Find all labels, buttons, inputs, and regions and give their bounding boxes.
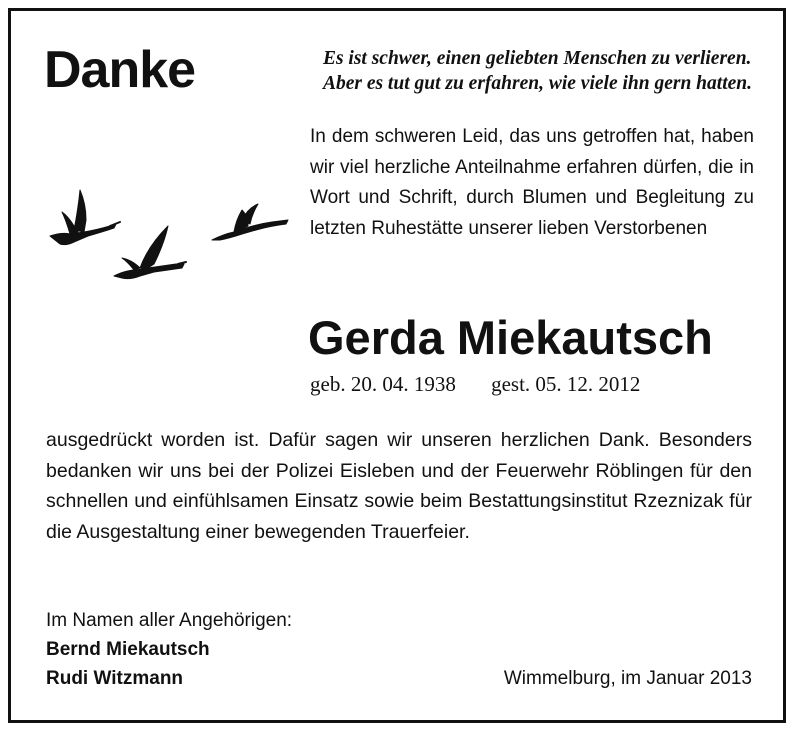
quote-line-2: Aber es tut gut zu erfahren, wie viele ihn gern hatten. <box>322 73 752 94</box>
bird-icon <box>50 190 120 245</box>
body-text: ausgedrückt worden ist. Dafür sagen wir unseren herzlichen Dank. Besonders bedanken wir uns bei der Polizei Eisleben und der Feuerwehr Röblingen für den schnellen und einfühlsamen Einsatz sowie beim Bestattungsinstitut Rzeznizak für die Ausgestaltung einer bewegenden Trauerfeier. <box>46 429 752 543</box>
flying-birds-icon <box>44 180 294 284</box>
place-date: Wimmelburg, im Januar 2013 <box>503 668 752 689</box>
death-date: gest. 05. 12. 2012 <box>491 372 641 396</box>
closing-intro: Im Namen aller Angehörigen: <box>46 610 293 631</box>
heading-danke: Danke <box>44 41 196 99</box>
intro-text: In dem schweren Leid, das uns getroffen hat, haben wir viel herzliche Anteilnahme erfahren dürfen, die in Wort und Schrift, durch Blumen und Begleitung zu letzten Ruhestätte unserer lieben Verstorbenen <box>310 126 754 239</box>
signer-name: Rudi Witzmann <box>46 668 184 689</box>
birth-date: geb. 20. 04. 1938 <box>310 372 456 396</box>
bird-icon <box>212 204 288 240</box>
bird-icon <box>114 226 186 279</box>
life-dates <box>310 370 640 398</box>
signer-name: Bernd Miekautsch <box>46 639 210 660</box>
deceased-name: Gerda Miekautsch <box>308 311 713 364</box>
quote-line-1: Es ist schwer, einen geliebten Menschen zu verlieren. <box>322 48 752 69</box>
closing <box>46 606 292 693</box>
quote <box>323 46 752 96</box>
